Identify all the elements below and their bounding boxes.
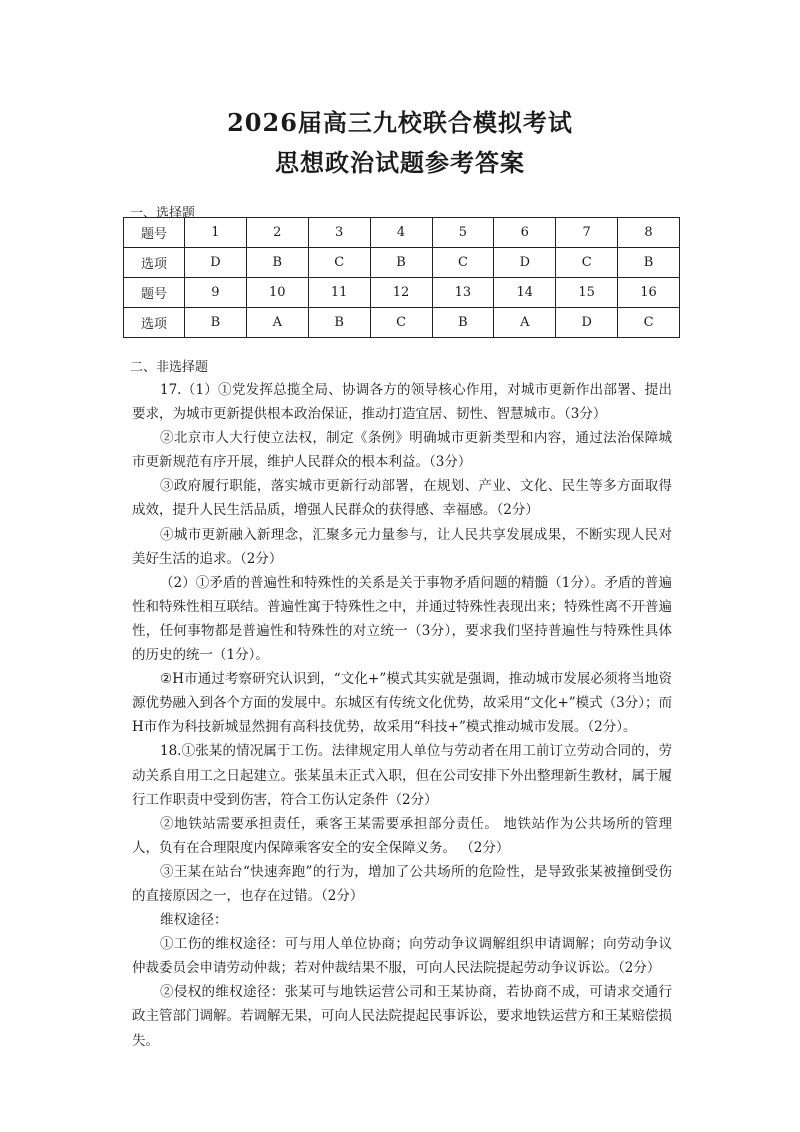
answer-paragraph: ④城市更新融入新理念，汇聚多元力量参与，让人民共享发展成果，不断实现人民对美好生活的追求。（2分） [132,526,672,567]
answer-paragraph: ②H市通过考察研究认识到，“文化+”模式其实就是强调，推动城市发展必须将当地资源优势融入到各个方面的发展中。东城区有传统文化优势，故采用“文化+”模式（3分）；而H市作为科技新城显然拥有高科技优势，故采用“科技+”模式推动城市发展。（2分）。 [132,671,672,736]
table-cell: C [432,248,494,278]
table-cell: 15 [556,278,618,308]
table-cell: 16 [618,278,680,308]
table-cell: B [618,248,680,278]
answer-paragraph: ②北京市人大行使立法权，制定《条例》明确城市更新类型和内容，通过法治保障城市更新规范有序开展，维护人民群众的根本利益。（3分） [132,430,672,471]
table-cell: C [370,308,432,338]
answer-paragraph: （2）①矛盾的普遍性和特殊性的关系是关于事物矛盾问题的精髓（1分）。矛盾的普遍性和特殊性相互联结。普遍性寓于特殊性之中，并通过特殊性表现出来；特殊性离不开普遍性，任何事物都是普遍性和特殊性的对立统一（3分），要求我们坚持普遍性与特殊性具体的历史的统一（1分）。 [132,574,672,664]
table-cell: A [246,308,308,338]
table-cell: 10 [246,278,308,308]
answer-paragraph: 17.（1）①党发挥总揽全局、协调各方的领导核心作用，对城市更新作出部署、提出要求，为城市更新提供根本政治保证，推动打造宜居、韧性、智慧城市。（3分） [132,382,672,423]
section-essay-heading: 二、非选择题 [130,360,209,375]
table-cell: A [494,308,556,338]
answer-paragraph: ③王某在站台“快速奔跑”的行为，增加了公共场所的危险性，是导致张某被撞倒受伤的直接原因之一，也存在过错。（2分） [132,863,672,904]
exam-subtitle: 思想政治试题参考答案 [275,148,525,177]
table-row-header: 题号 [124,278,185,308]
table-row [124,278,680,308]
table-cell: 4 [370,218,432,248]
table-cell: D [185,248,247,278]
table-row-header: 选项 [124,248,185,278]
table-cell: C [618,308,680,338]
answer-table [123,217,680,338]
answer-paragraph: 维权途径： [160,912,228,929]
table-cell: 13 [432,278,494,308]
table-cell: B [308,308,370,338]
table-cell: 12 [370,278,432,308]
answer-paragraph: ③政府履行职能，落实城市更新行动部署，在规划、产业、文化、民生等多方面取得成效，提升人民生活品质，增强人民群众的获得感、幸福感。（2分） [132,478,672,519]
table-cell: 2 [246,218,308,248]
table-cell: 7 [556,218,618,248]
table-cell: B [185,308,247,338]
table-cell: B [246,248,308,278]
answer-paragraph: 18.①张某的情况属于工伤。法律规定用人单位与劳动者在用工前订立劳动合同的，劳动关系自用工之日起建立。张某虽未正式入职，但在公司安排下外出整理新生教材，属于履行工作职责中受到伤害，符合工伤认定条件（2分） [132,743,672,808]
essay-answers [132,378,672,1053]
table-row [124,248,680,278]
table-cell: 11 [308,278,370,308]
table-row [124,308,680,338]
answer-paragraph: ②地铁站需要承担责任，乘客王某需要承担部分责任。 地铁站作为公共场所的管理人，负有在合理限度内保障乘客安全的安全保障义务。 （2分） [132,815,672,856]
table-cell: 1 [185,218,247,248]
table-cell: 8 [618,218,680,248]
table-cell: D [494,248,556,278]
table-cell: 14 [494,278,556,308]
table-row-header: 选项 [124,308,185,338]
table-cell: 3 [308,218,370,248]
exam-title: 2026届高三九校联合模拟考试 [227,108,573,137]
table-cell: C [556,248,618,278]
answer-paragraph: ②侵权的维权途径：张某可与地铁运营公司和王某协商，若协商不成，可请求交通行政主管部门调解。若调解无果，可向人民法院提起民事诉讼，要求地铁运营方和王某赔偿损失。 [132,984,672,1049]
table-cell: B [432,308,494,338]
table-row-header: 题号 [124,218,185,248]
table-cell: 5 [432,218,494,248]
table-cell: 9 [185,278,247,308]
section-multiple-choice-heading: 一、选择题 [130,206,196,221]
answer-paragraph: ①工伤的维权途径：可与用人单位协商；向劳动争议调解组织申请调解；向劳动争议仲裁委员会申请劳动仲裁；若对仲裁结果不服，可向人民法院提起劳动争议诉讼。（2分） [132,936,672,977]
table-cell: B [370,248,432,278]
table-cell: 6 [494,218,556,248]
table-cell: D [556,308,618,338]
table-cell: C [308,248,370,278]
table-row [124,218,680,248]
